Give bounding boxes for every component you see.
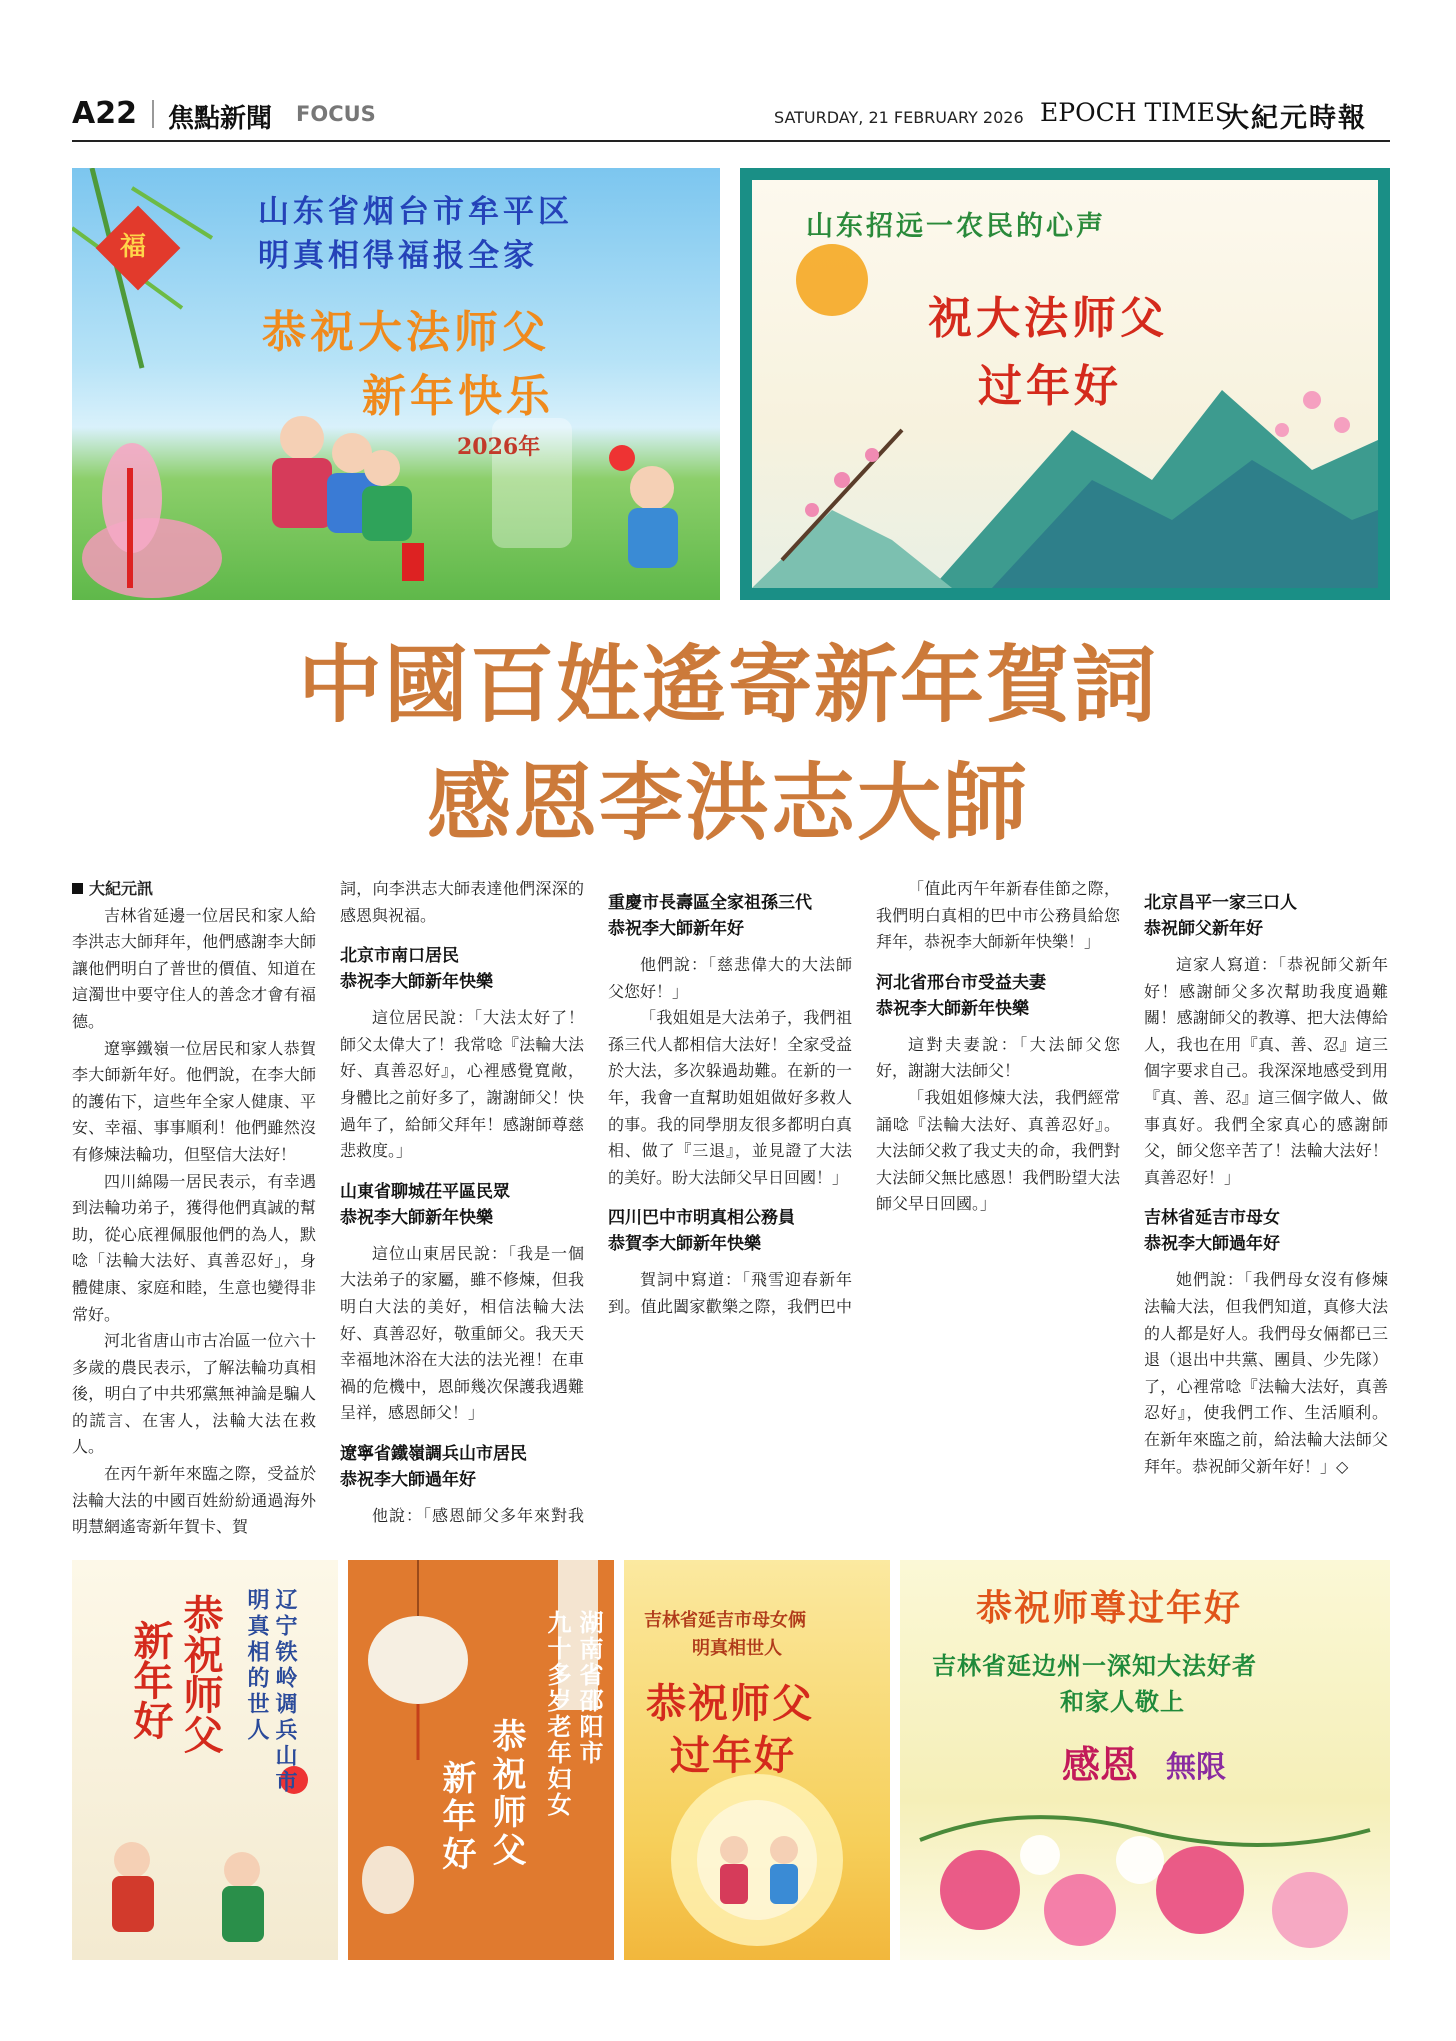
section-title: 焦點新聞 — [168, 104, 273, 134]
section-heading-line1: 吉林省延吉市母女 — [1144, 1208, 1280, 1229]
section-heading-line2: 恭祝李大師新年快樂 — [876, 998, 1029, 1019]
card1-greeting-line1: 恭祝大法师父 — [262, 307, 550, 358]
section-paragraph: 「值此丙午年新春佳節之際，我們明白真相的巴中市公務員給您拜年，恭祝李大師新年快樂！」 — [876, 879, 1120, 952]
section-paragraph: 他說：「感恩師父多年來對我 — [372, 1505, 584, 1525]
intro-paragraph: 遼寧鐵嶺一位居民和家人恭賀李大師新年好。他們說，在李大師的護佑下，這些年全家人健康、平安、幸福、事事順利！他們雖然沒有修煉法輪功，但堅信大法好！ — [72, 1038, 316, 1164]
greeting-card-yanji — [624, 1560, 890, 1960]
section-heading-line1: 四川巴中市明真相公務員 — [608, 1208, 795, 1229]
section-heading — [1144, 890, 1388, 942]
card2-greeting-line2: 过年好 — [978, 361, 1122, 412]
greeting-card-shaoyang — [348, 1560, 614, 1960]
header-divider — [152, 100, 154, 128]
card1-greeting-line2: 新年快乐 — [362, 371, 554, 422]
section-paragraph: 賀詞中寫道：「飛雪迎春新年到。值此闔家歡樂之際，我們巴中 — [608, 1270, 852, 1316]
section-title-en: FOCUS — [296, 102, 376, 126]
article-column-3 — [608, 876, 852, 1321]
section-heading-line2: 恭祝李大師過年好 — [340, 1469, 476, 1490]
card6-sender-line2: 和家人敬上 — [1060, 1687, 1185, 1716]
section-heading-line1: 遼寧省鐵嶺調兵山市居民 — [340, 1443, 527, 1464]
section-paragraph: 這對夫妻說：「大法師父您好，謝謝大法師父！ — [876, 1034, 1120, 1081]
card3-greeting-col1: 恭祝师父 — [177, 1594, 224, 1754]
section-heading-line1: 北京昌平一家三口人 — [1144, 893, 1297, 913]
page-number: A22 — [72, 96, 137, 131]
masthead-en: EPOCH TIMES — [1040, 98, 1232, 127]
section-paragraph: 這家人寫道：「恭祝師父新年好！感謝師父多次幫助我度過難關！感謝師父的教導、把大法傳給人，我也在用『真、善、忍』這三個字要求自己。我深深地感受到用『真、善、忍』這三個字做人、做事真好。我們全家真心的感謝師父，師父您辛苦了！法輪大法好！真善忍好！」 — [1144, 955, 1388, 1187]
section-heading-line1: 重慶市長壽區全家祖孫三代 — [608, 893, 812, 913]
fu-character: 福 — [120, 232, 147, 262]
article-column-1 — [72, 876, 316, 1541]
section-heading-line2: 恭賀李大師新年快樂 — [608, 1234, 761, 1255]
card3-sender-col1: 辽宁铁岭调兵山市 — [272, 1588, 298, 1796]
headline-line2: 感恩李洪志大師 — [426, 753, 1029, 852]
card2-frame — [752, 180, 1378, 588]
article-column-4 — [876, 876, 1120, 1218]
card3-greeting-col2: 新年好 — [127, 1620, 174, 1740]
intro-paragraph: 四川綿陽一居民表示，有幸遇到法輪功弟子，獲得他們真誠的幫助，從心底裡佩服他們的為人，默唸「法輪大法好、真善忍好」，身體健康、家庭和睦，生意也變得非常好。 — [72, 1171, 316, 1324]
section-heading-line1: 山東省聊城茌平區民眾 — [340, 1181, 510, 1202]
section-paragraph: 「我姐姐修煉大法，我們經常誦唸『法輪大法好、真善忍好』。大法師父救了我丈夫的命，我們對大法師父無比感恩！我們盼望大法師父早日回國。」 — [876, 1087, 1120, 1214]
card6-greeting: 恭祝师尊过年好 — [976, 1587, 1243, 1629]
card5-greeting-line2: 过年好 — [670, 1732, 796, 1779]
section-paragraph: 這位居民說：「大法太好了！師父太偉大了！我常唸『法輪大法好、真善忍好』，心裡感覺寬敞，身體比之前好多了，謝謝師父！快過年了，給師父拜年！感謝師尊慈悲救度。」 — [340, 1008, 584, 1161]
card4-greeting-col1: 恭祝师父 — [486, 1718, 526, 1870]
section-heading-line1: 河北省邢台市受益夫妻 — [876, 972, 1046, 993]
card6-sender-line1: 吉林省延边州一深知大法好者 — [932, 1651, 1257, 1680]
issue-date: SATURDAY, 21 FEBRUARY 2026 — [774, 108, 1024, 127]
section-heading — [876, 970, 1120, 1022]
card2-sender: 山东招远一农民的心声 — [806, 211, 1106, 242]
card5-greeting-line1: 恭祝师父 — [646, 1680, 814, 1727]
greeting-card-zhaoyuan — [740, 168, 1390, 600]
section-heading — [340, 943, 584, 995]
section-heading-line2: 恭祝李大師過年好 — [1144, 1234, 1280, 1255]
byline-bullet — [72, 883, 83, 894]
section-heading — [608, 890, 852, 942]
card4-greeting-col2: 新年好 — [436, 1760, 476, 1874]
section-paragraph: 「我姐姐是大法弟子，我們祖孫三代人都相信大法好！全家受益於大法，多次躲過劫難。在新的一年，我會一直幫助姐姐做好多救人的事。我的同學朋友很多都明白真相、做了『三退』，並見證了大法的美好。盼大法師父早日回國！」 — [608, 1008, 852, 1187]
header-rule — [72, 140, 1390, 142]
card6-word-boundless: 無限 — [1166, 1750, 1226, 1785]
article-column-2 — [340, 876, 584, 1529]
section-heading — [608, 1205, 852, 1257]
greeting-card-yanbian — [900, 1560, 1390, 1960]
greeting-card-yantai — [72, 168, 720, 600]
section-heading-line2: 恭祝李大師新年快樂 — [340, 1207, 493, 1228]
card4-sender-col1: 湖南省邵阳市 — [575, 1610, 604, 1766]
card2-greeting-line1: 祝大法师父 — [928, 293, 1168, 344]
card1-sender-line1: 山东省烟台市牟平区 — [258, 194, 573, 230]
headline-line1: 中國百姓遙寄新年賀詞 — [297, 635, 1158, 734]
intro-paragraph: 吉林省延邊一位居民和家人給李洪志大師拜年，他們感謝李大師讓他們明白了普世的價值、知道在這濁世中要守住人的善念才會有福德。 — [72, 905, 316, 1031]
masthead-cn: 大紀元時報 — [1222, 103, 1367, 134]
card5-sender-line2: 明真相世人 — [692, 1638, 782, 1659]
card5-sender-line1: 吉林省延吉市母女俩 — [644, 1610, 806, 1631]
section-heading — [340, 1179, 584, 1231]
intro-paragraph-cont: 詞，向李洪志大師表達他們深深的感恩與祝福。 — [340, 879, 584, 925]
article-column-5 — [1144, 876, 1388, 1480]
section-paragraph: 這位山東居民說：「我是一個大法弟子的家屬，雖不修煉，但我明白大法的美好，相信法輪大法好、真善忍好，敬重師父。我天天幸福地沐浴在大法的法光裡！在車禍的危機中，恩師幾次保護我遇難呈祥，感恩師父！」 — [340, 1243, 584, 1423]
page-header — [72, 96, 1390, 136]
card3-sender-col2: 明真相的世人 — [244, 1588, 270, 1744]
card1-year: 2026年 — [457, 434, 541, 460]
intro-paragraph: 在丙午新年來臨之際，受益於法輪大法的中國百姓紛紛通過海外明慧網遙寄新年賀卡、賀 — [72, 1464, 316, 1537]
section-heading — [1144, 1205, 1388, 1257]
section-heading-line2: 恭祝師父新年好 — [1144, 919, 1263, 939]
section-paragraph: 她們說：「我們母女沒有修煉法輪大法，但我們知道，真修大法的人都是好人。我們母女倆都已三退（退出中共黨、團員、少先隊）了，心裡常唸『法輪大法好，真善忍好』，使我們工作、生活順利。在新年來臨之前，給法輪大法師父拜年。恭祝師父新年好！」◇ — [1144, 1270, 1388, 1476]
section-heading — [340, 1441, 584, 1493]
section-paragraph: 他們說：「慈悲偉大的大法師父您好！」 — [608, 955, 852, 1001]
greeting-card-tieling — [72, 1560, 338, 1960]
section-heading-line2: 恭祝李大師新年快樂 — [340, 972, 493, 993]
card4-sender-col2: 九十多岁老年妇女 — [543, 1610, 572, 1818]
intro-paragraph: 河北省唐山市古冶區一位六十多歲的農民表示，了解法輪功真相後，明白了中共邪黨無神論是騙人的謊言、在害人，法輪大法在救人。 — [72, 1331, 316, 1457]
card1-sender-line2: 明真相得福报全家 — [258, 238, 538, 274]
article-byline: 大紀元訊 — [89, 879, 154, 898]
card6-word-gratitude: 感恩 — [1062, 1742, 1139, 1787]
section-heading-line1: 北京市南口居民 — [340, 946, 459, 967]
section-heading-line2: 恭祝李大師新年好 — [608, 919, 744, 939]
